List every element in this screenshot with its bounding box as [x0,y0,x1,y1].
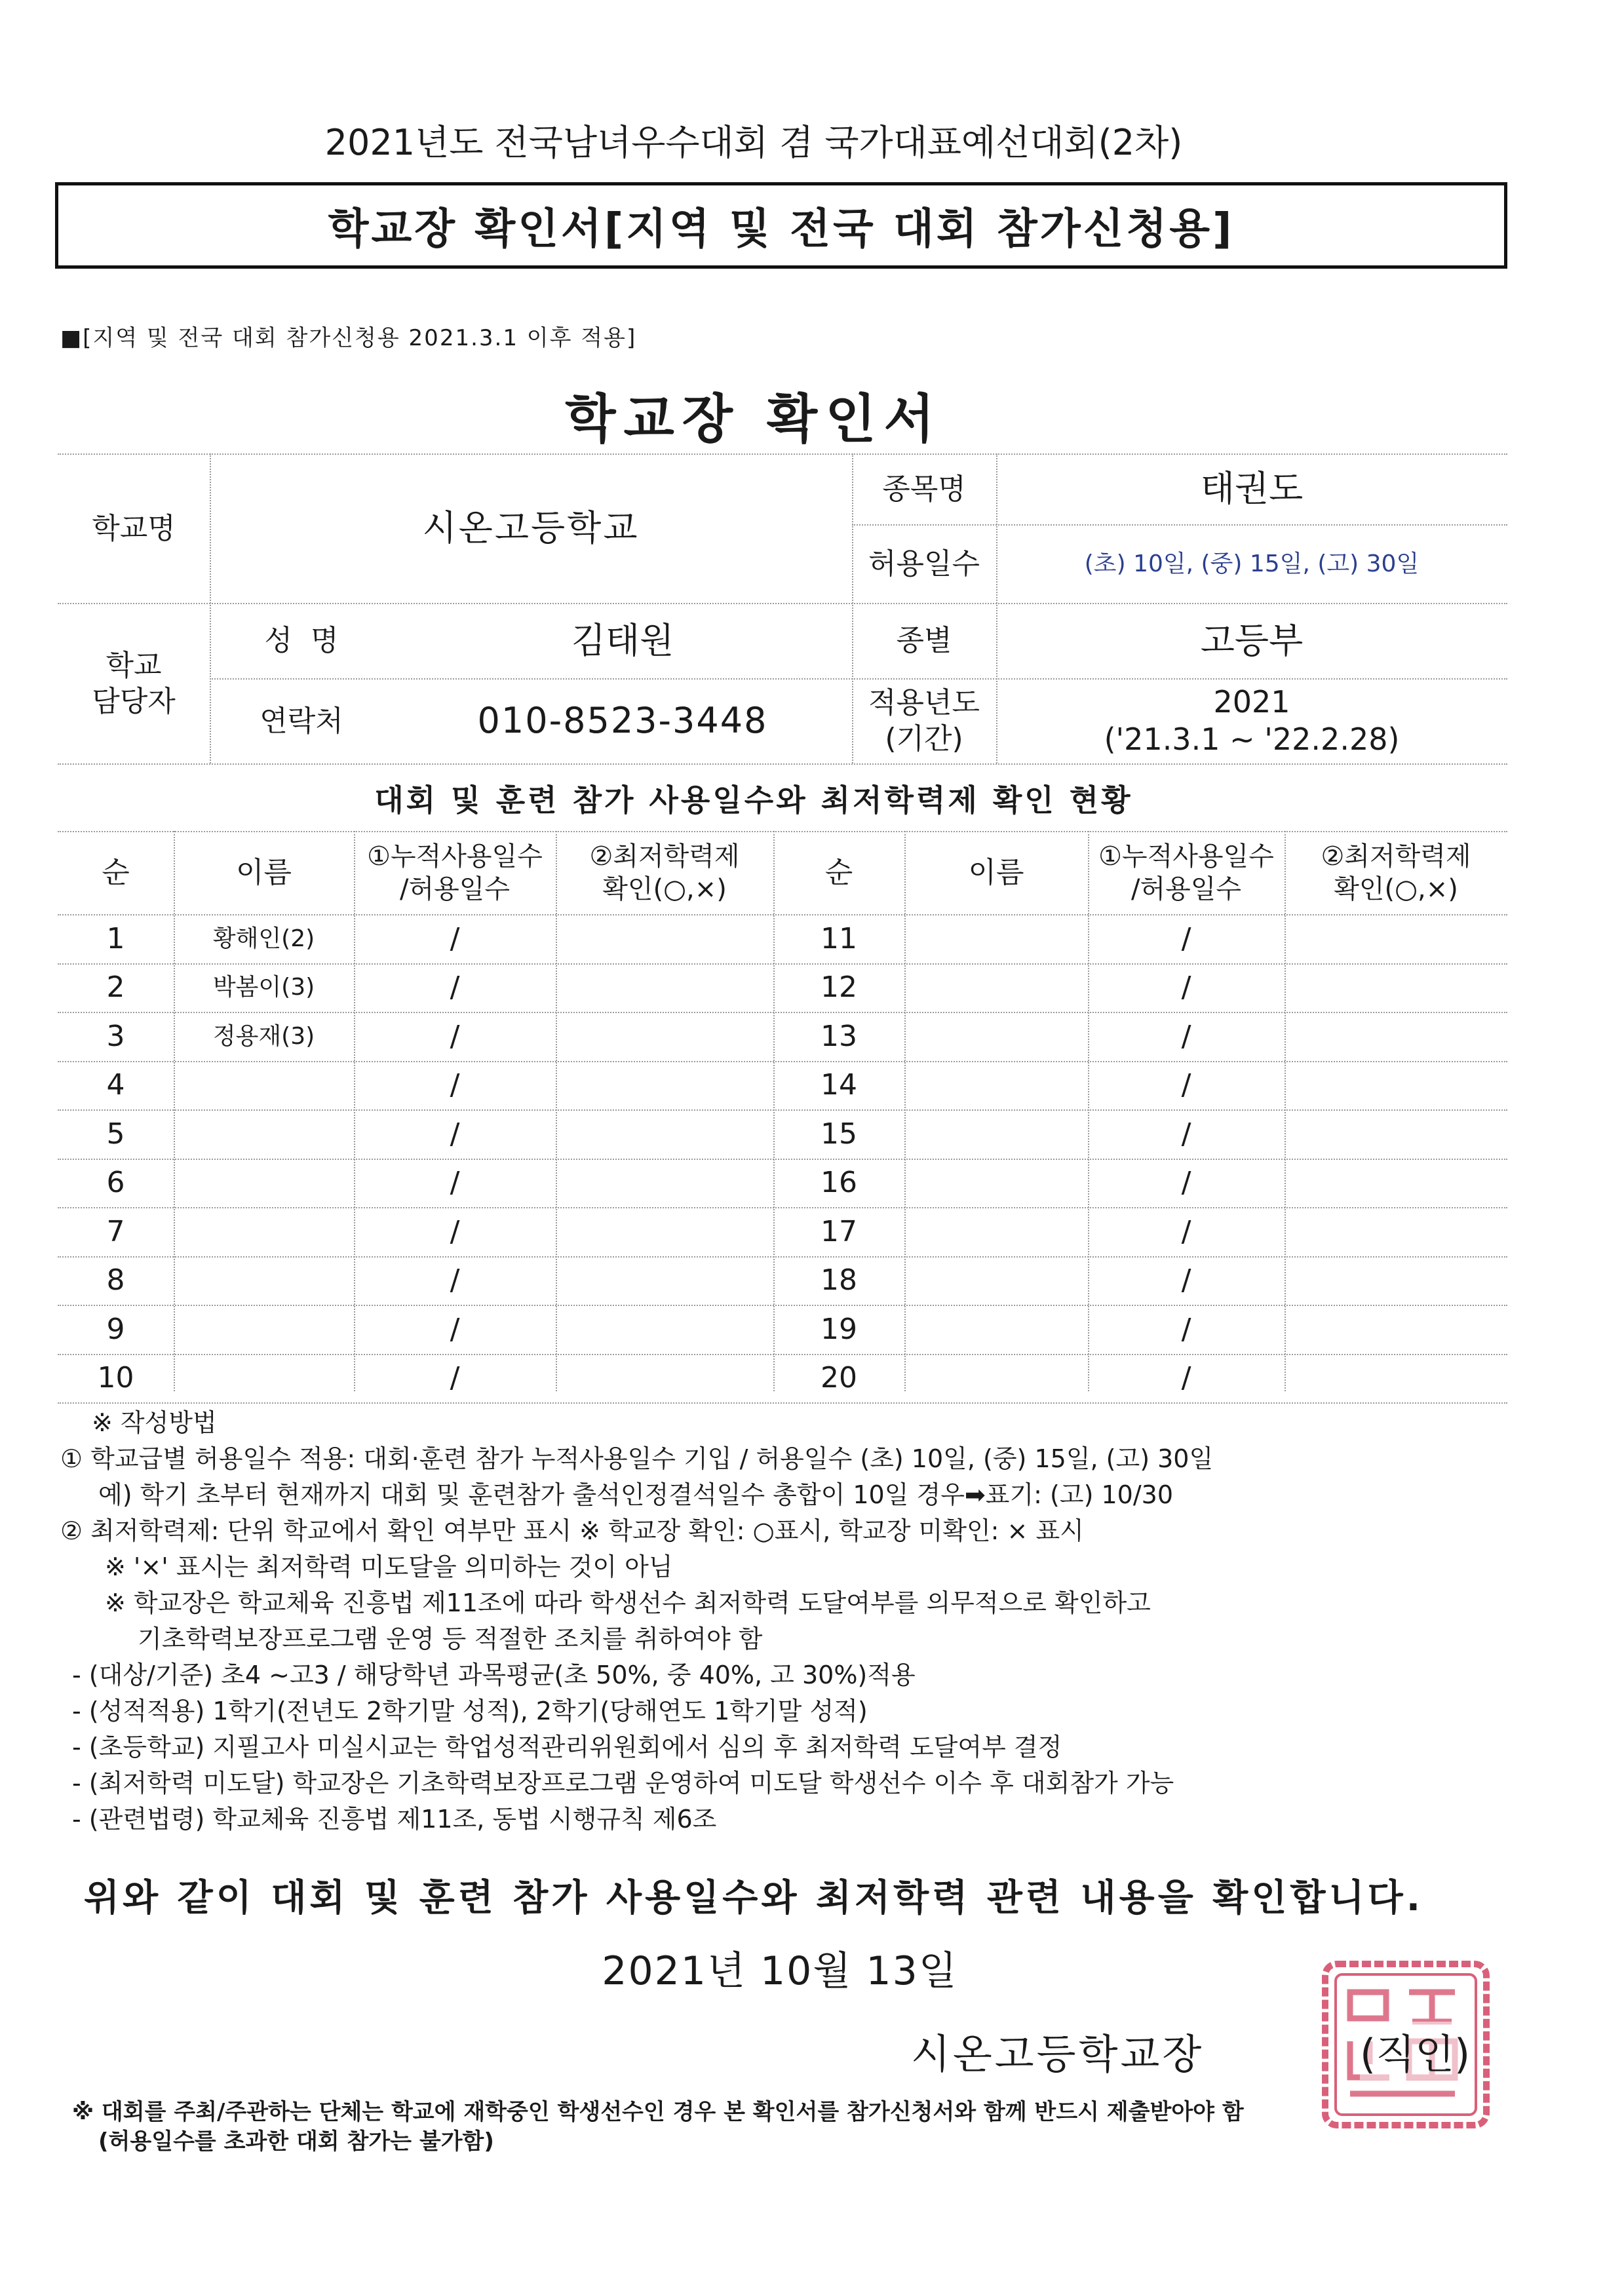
row-number: 9 [106,1312,125,1346]
row-number: 5 [106,1117,125,1151]
athlete-name: 황해인(2) [212,925,315,952]
row-number: 2 [106,971,125,1005]
days-ratio-slash: / [1181,1166,1191,1200]
days-ratio-slash: / [450,1361,460,1395]
academic-check-cell [556,1012,773,1061]
contact-person-label: 학교 담당자 [92,648,176,718]
issue-date: 2021년 10월 13일 [602,1948,958,1994]
instruction-line: ① 학교급별 허용일수 적용: 대회·훈련 참가 누적사용일수 기입 / 허용일수 (초) 10일, (중) 15일, (고) 30일 [60,1444,1214,1473]
main-title: 학교장 확인서 [565,389,942,450]
row-number: 8 [106,1263,125,1298]
athlete-name [904,1207,1088,1256]
athlete-name [174,1061,354,1110]
days-ratio-slash: / [1181,1214,1191,1248]
year-label: 적용년도 (기간) [868,686,980,756]
instruction-line: ※ '×' 표시는 최저학력 미도달을 의미하는 것이 아님 [105,1552,673,1581]
athlete-name [904,914,1088,963]
days-ratio-slash: / [1181,1263,1191,1298]
row-number: 16 [821,1166,857,1200]
header-academic-left: ②최저학력제 확인(○,×) [589,841,740,904]
footnote-line-2: (허용일수를 초과한 대회 참가는 불가함) [98,2128,494,2155]
days-ratio-slash: / [450,1019,460,1053]
athlete-name [174,1354,354,1403]
sport-value: 태권도 [1200,468,1304,510]
days-ratio-slash: / [450,1166,460,1200]
header-academic-right: ②최저학력제 확인(○,×) [1321,841,1471,904]
athlete-name [904,1354,1088,1403]
row-number: 7 [106,1214,125,1248]
instruction-line: - (관련법령) 학교체육 진흥법 제11조, 동법 시행규칙 제6조 [72,1805,717,1834]
header-no-left: 순 [102,856,130,889]
instruction-line: - (최저학력 미도달) 학교장은 기초학력보장프로그램 운영하여 미도달 학생선수 이수 후 대회참가 가능 [72,1769,1174,1798]
phone-value: 010-8523-3448 [477,700,768,742]
instruction-line: ② 최저학력제: 단위 학교에서 확인 여부만 표시 ※ 학교장 확인: ○표시, 학교장 미확인: × 표시 [60,1516,1084,1545]
athlete-name [174,1109,354,1159]
academic-check-cell [556,1159,773,1208]
instruction-line: - (성적적용) 1학기(전년도 2학기말 성적), 2학기(당해연도 1학기말 성적) [72,1697,868,1725]
row-number: 15 [821,1117,857,1151]
instruction-line: ※ 학교장은 학교체육 진흥법 제11조에 따라 학생선수 최저학력 도달여부를 의무적으로 확인하고 [105,1588,1151,1617]
days-ratio-slash: / [450,1117,460,1151]
academic-check-cell [1285,1305,1507,1354]
header-name-right: 이름 [968,856,1024,889]
square-bullet-icon: ■ [60,325,83,351]
academic-check-cell [1285,1207,1507,1256]
usage-table-title: 대회 및 훈련 참가 사용일수와 최저학력제 확인 현황 [374,782,1133,818]
days-ratio-slash: / [1181,1068,1191,1102]
days-ratio-slash: / [1181,1312,1191,1346]
academic-check-cell [556,1256,773,1305]
header-days-right: ①누적사용일수 /허용일수 [1098,841,1274,904]
academic-check-cell [1285,1159,1507,1208]
athlete-name: 정용재(3) [212,1022,315,1050]
row-number: 1 [106,921,125,955]
row-number: 4 [106,1068,125,1102]
academic-check-cell [556,1061,773,1110]
days-ratio-slash: / [450,971,460,1005]
academic-check-cell [556,1305,773,1354]
contact-name-value: 김태원 [571,619,674,661]
athlete-name: 박봄이(3) [212,974,315,1001]
school-name-label: 학교명 [92,511,176,545]
row-number: 12 [821,971,857,1005]
footnote-line-1: ※ 대회를 주최/주관하는 단체는 학교에 재학중인 학생선수인 경우 본 확인서를 참가신청서와 함께 반드시 제출받아야 함 [72,2099,1244,2125]
days-ratio-slash: / [450,1263,460,1298]
athlete-name [904,1109,1088,1159]
instruction-line: 예) 학기 초부터 현재까지 대회 및 훈련참가 출석인정결석일수 총합이 10일 경우➡표기: (고) 10/30 [98,1480,1174,1509]
instruction-line: 기초학력보장프로그램 운영 등 적절한 조치를 취하여야 함 [138,1625,763,1653]
instruction-line: - (초등학교) 지필고사 미실시교는 학업성적관리위원회에서 심의 후 최저학력 도달여부 결정 [72,1733,1062,1761]
sport-label: 종목명 [882,472,966,506]
header-no-right: 순 [824,856,853,889]
row-number: 10 [97,1361,134,1395]
days-ratio-slash: / [1181,1019,1191,1053]
allowed-days-label: 허용일수 [868,547,980,581]
event-title: 2021년도 전국남녀우수대회 겸 국가대표예선대회(2차) [324,122,1183,163]
academic-check-cell [1285,914,1507,963]
contact-name-label: 성 명 [264,624,339,657]
academic-check-cell [556,1109,773,1159]
header-days-left: ①누적사용일수 /허용일수 [367,841,543,904]
academic-check-cell [1285,1256,1507,1305]
days-ratio-slash: / [450,921,460,955]
academic-check-cell [556,914,773,963]
allowed-days-value: (초) 10일, (중) 15일, (고) 30일 [1084,550,1420,577]
days-ratio-slash: / [450,1312,460,1346]
division-label: 종별 [896,624,952,657]
row-number: 3 [106,1019,125,1053]
days-ratio-slash: / [1181,921,1191,955]
academic-check-cell [556,1354,773,1403]
instruction-line: - (대상/기준) 초4 ~고3 / 해당학년 과목평균(초 50%, 중 40%, 고 30%)적용 [72,1661,916,1689]
row-number: 6 [106,1166,125,1200]
academic-check-cell [1285,963,1507,1012]
athlete-name [174,1207,354,1256]
athlete-name [904,1061,1088,1110]
days-ratio-slash: / [1181,1117,1191,1151]
athlete-name [904,1159,1088,1208]
athlete-name [904,1012,1088,1061]
row-number: 17 [821,1214,857,1248]
year-value: 2021 ('21.3.1 ~ '22.2.28) [1104,683,1400,757]
row-number: 14 [821,1068,857,1102]
athlete-name [904,1305,1088,1354]
athlete-name [904,963,1088,1012]
academic-check-cell [556,1207,773,1256]
division-value: 고등부 [1200,619,1304,661]
header-name-left: 이름 [235,856,292,889]
row-number: 13 [821,1019,857,1053]
phone-label: 연락처 [260,704,343,738]
document-title: 학교장 확인서[지역 및 전국 대회 참가신청용] [328,205,1235,254]
application-note [60,320,636,352]
document-title-box [55,182,1507,269]
academic-check-cell [556,963,773,1012]
athlete-name [174,1305,354,1354]
athlete-name [174,1159,354,1208]
instruction-line: ※ 작성방법 [92,1408,217,1437]
row-number: 18 [821,1263,857,1298]
row-number: 20 [821,1361,857,1395]
days-ratio-slash: / [1181,971,1191,1005]
athlete-name [904,1256,1088,1305]
academic-check-cell [1285,1354,1507,1403]
seal-label: (직인) [1360,2022,1470,2080]
application-note-text: [지역 및 전국 대회 참가신청용 2021.3.1 이후 적용] [83,325,637,351]
academic-check-cell [1285,1012,1507,1061]
school-name-value: 시온고등학교 [422,507,640,549]
principal-name: 시온고등학교장 [911,2030,1205,2078]
row-number: 11 [821,921,857,955]
athlete-name [174,1256,354,1305]
days-ratio-slash: / [450,1214,460,1248]
academic-check-cell [1285,1061,1507,1110]
row-number: 19 [821,1312,857,1346]
confirmation-statement: 위와 같이 대회 및 훈련 참가 사용일수와 최저학력 관련 내용을 확인합니다. [83,1877,1424,1919]
days-ratio-slash: / [450,1068,460,1102]
days-ratio-slash: / [1181,1361,1191,1395]
academic-check-cell [1285,1109,1507,1159]
